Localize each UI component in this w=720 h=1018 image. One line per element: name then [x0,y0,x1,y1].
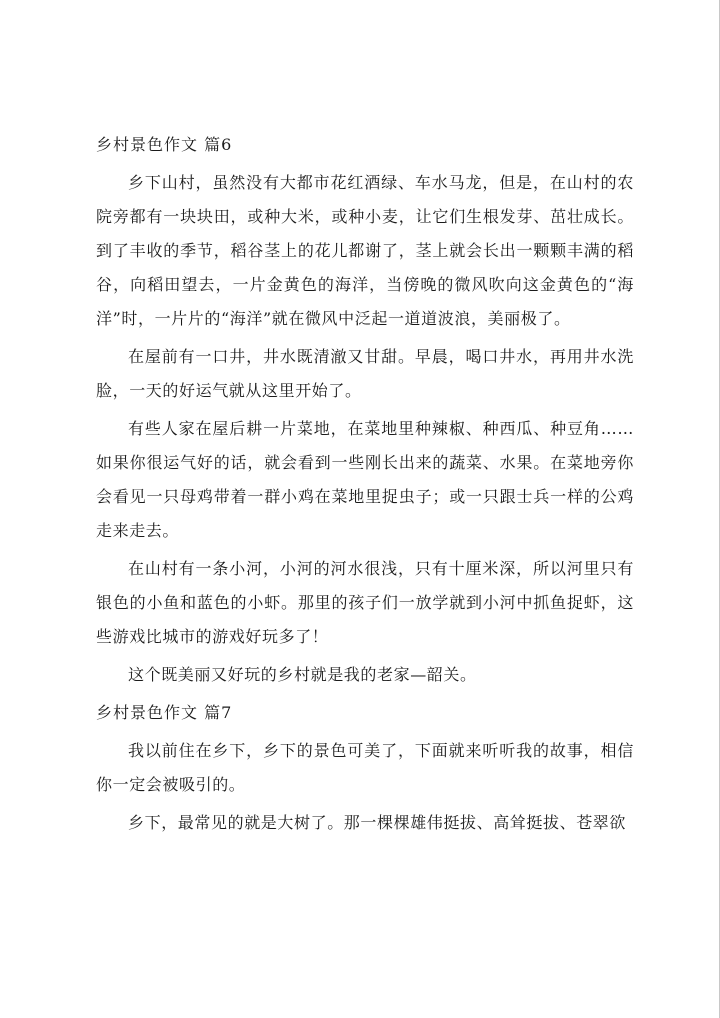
document-body [96,128,634,844]
paragraph: 我以前住在乡下，乡下的景色可美了，下面就来听听我的故事，相信你一定会被吸引的。 [96,741,634,794]
paragraph: 这个既美丽又好玩的乡村就是我的老家—韶关。 [128,665,477,684]
section-6 [96,128,634,692]
paragraph: 在屋前有一口井，井水既清澈又甘甜。早晨，喝口井水，再用井水洗脸，一天的好运气就从这里开始了。 [96,347,634,400]
section-heading: 乡村景色作文 篇6 [96,135,233,154]
section-7 [96,696,634,840]
paragraph: 乡下山村，虽然没有大都市花红酒绿、车水马龙，但是，在山村的农院旁都有一块块田，或种大米，或种小麦，让它们生根发芽、茁壮成长。到了丰收的季节，稻谷茎上的花儿都谢了，茎上就会长出一颗颗丰满的稻谷，向稻田望去，一片金黄色的海洋，当傍晚的微风吹向这金黄色的“海洋”时，一片片的“海洋”就在微风中泛起一道道波浪，美丽极了。 [96,173,634,328]
paragraph: 在山村有一条小河，小河的河水很浅，只有十厘米深，所以河里只有银色的小鱼和蓝色的小虾。那里的孩子们一放学就到小河中抓鱼捉虾，这些游戏比城市的游戏好玩多了！ [96,559,634,646]
paragraph: 乡下，最常见的就是大树了。那一棵棵雄伟挺拔、高耸挺拔、苍翠欲 [128,813,627,832]
paragraph: 有些人家在屋后耕一片菜地，在菜地里种辣椒、种西瓜、种豆角……如果你很运气好的话，就会看到一些刚长出来的蔬菜、水果。在菜地旁你会看见一只母鸡带着一群小鸡在菜地里捉虫子；或一只跟士兵一样的公鸡走来走去。 [96,419,634,540]
section-heading: 乡村景色作文 篇7 [96,703,233,722]
